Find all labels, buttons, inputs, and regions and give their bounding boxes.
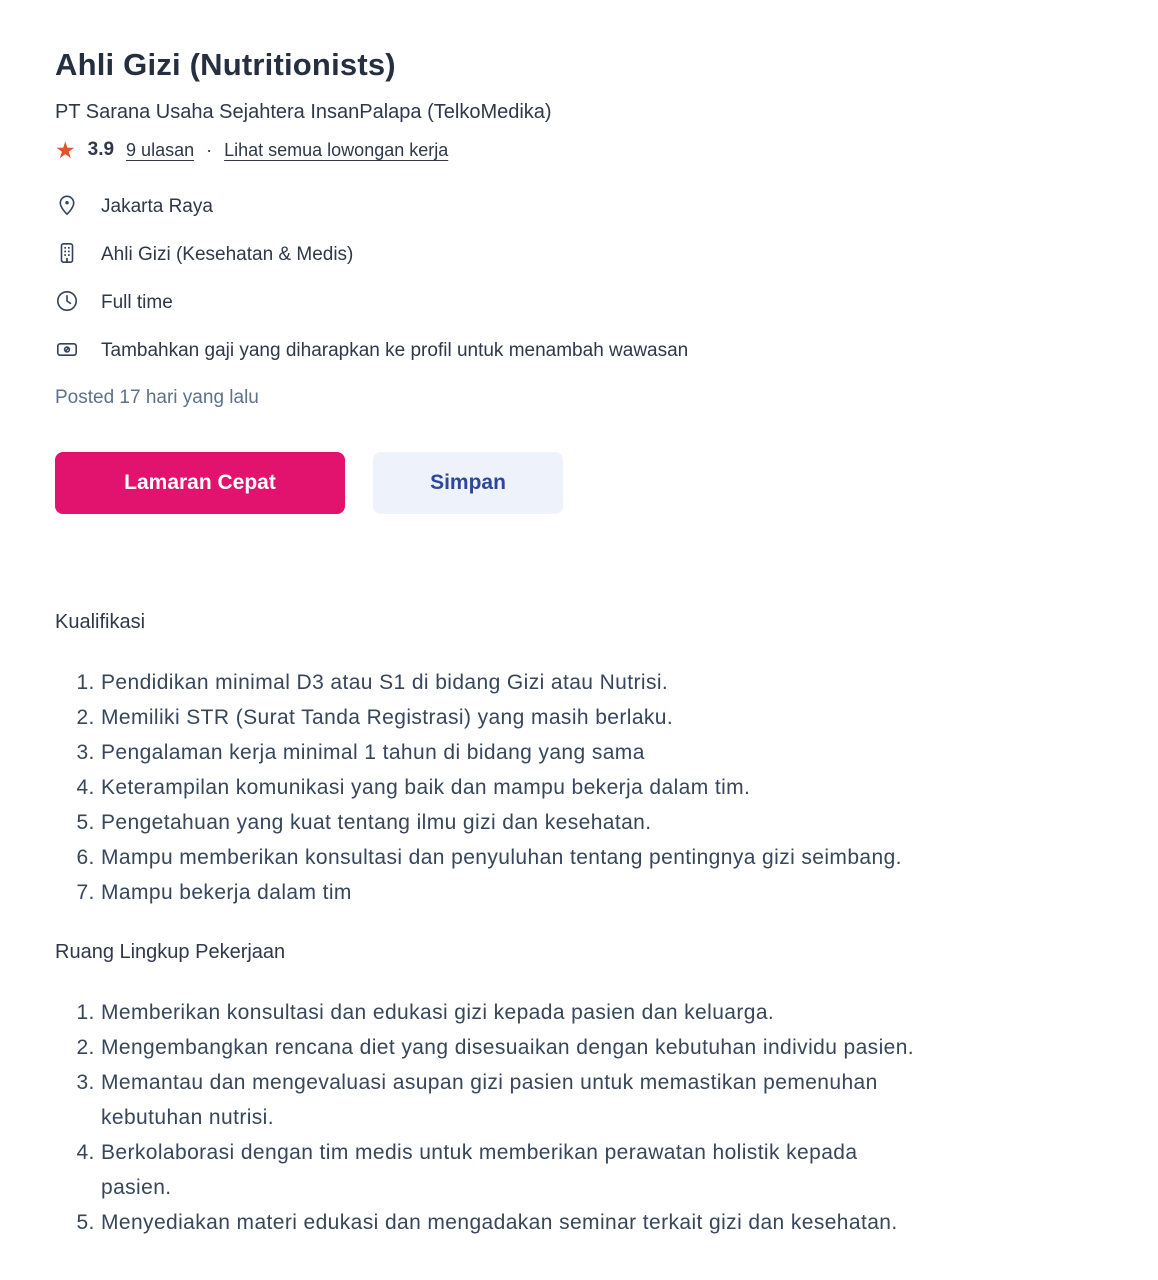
detail-row-location [55, 195, 1128, 219]
list-item: 3. Memantau dan mengevaluasi asupan gizi pasien untuk memastikan pemenuhan kebutuhan nutrisi. [101, 1065, 933, 1135]
list-item: 3. Pengalaman kerja minimal 1 tahun di bidang yang sama [101, 735, 933, 770]
salary-banknote-icon [55, 337, 79, 366]
quick-apply-button[interactable]: Lamaran Cepat [55, 452, 345, 514]
star-icon: ★ [55, 136, 76, 163]
list-item: 2. Memiliki STR (Surat Tanda Registrasi) yang masih berlaku. [101, 700, 933, 735]
scope-list [55, 995, 933, 1240]
rating-row [55, 137, 1128, 163]
worktype-text: Full time [101, 292, 173, 313]
building-icon [55, 241, 79, 270]
save-button[interactable]: Simpan [373, 452, 563, 514]
list-item: 6. Mampu memberikan konsultasi dan penyuluhan tentang pentingnya gizi seimbang. [101, 840, 933, 875]
list-item: 1. Memberikan konsultasi dan edukasi gizi kepada pasien dan keluarga. [101, 995, 933, 1030]
posted-date: Posted 17 hari yang lalu [55, 387, 259, 408]
rating-value: 3.9 [87, 139, 115, 160]
section-heading-scope: Ruang Lingkup Pekerjaan [55, 941, 286, 963]
dot-separator: · [206, 139, 213, 160]
section-heading-qualifications: Kualifikasi [55, 611, 146, 633]
list-item: 4. Berkolaborasi dengan tim medis untuk memberikan perawatan holistik kepada pasien. [101, 1135, 933, 1205]
page-title: Ahli Gizi (Nutritionists) [55, 47, 396, 82]
list-item: 2. Mengembangkan rencana diet yang disesuaikan dengan kebutuhan individu pasien. [101, 1030, 933, 1065]
company-name: PT Sarana Usaha Sejahtera InsanPalapa (TelkoMedika) [55, 101, 552, 123]
reviews-link[interactable]: 9 ulasan [126, 139, 195, 160]
job-details-list [55, 195, 1128, 363]
list-item: 5. Pengetahuan yang kuat tentang ilmu gizi dan kesehatan. [101, 805, 933, 840]
location-pin-icon [55, 193, 79, 222]
detail-row-category [55, 243, 1128, 267]
action-buttons [55, 452, 1128, 514]
all-jobs-link[interactable]: Lihat semua lowongan kerja [224, 139, 449, 160]
list-item: 1. Pendidikan minimal D3 atau S1 di bidang Gizi atau Nutrisi. [101, 665, 933, 700]
category-text: Ahli Gizi (Kesehatan & Medis) [101, 244, 354, 265]
qualifications-list [55, 665, 933, 910]
list-item: 5. Menyediakan materi edukasi dan mengadakan seminar terkait gizi dan kesehatan. [101, 1205, 933, 1240]
list-item: 7. Mampu bekerja dalam tim [101, 875, 933, 910]
detail-row-salary [55, 339, 1128, 363]
list-item: 4. Keterampilan komunikasi yang baik dan mampu bekerja dalam tim. [101, 770, 933, 805]
location-text: Jakarta Raya [101, 196, 213, 217]
clock-icon [55, 289, 79, 318]
salary-text: Tambahkan gaji yang diharapkan ke profil untuk menambah wawasan [101, 340, 689, 361]
detail-row-worktype [55, 291, 1128, 315]
